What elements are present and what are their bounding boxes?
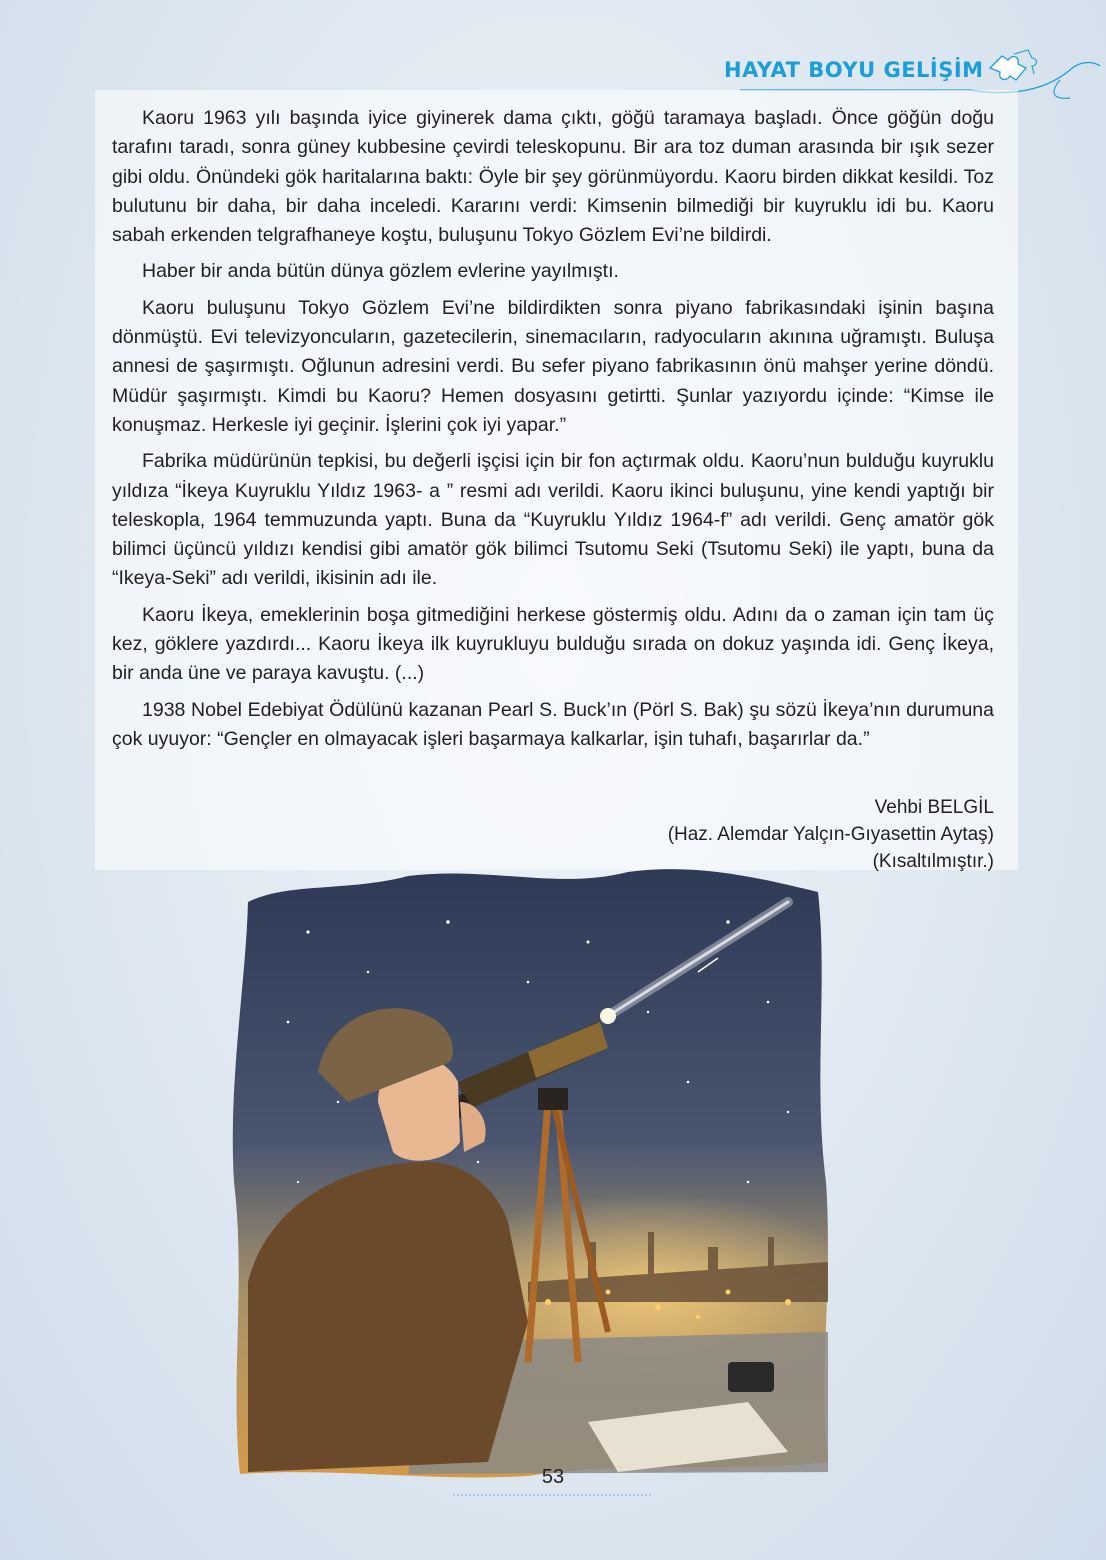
paragraph: Kaoru buluşunu Tokyo Gözlem Evi’ne bildirdikten sonra piyano fabrikasındaki işinin başına dönmüştü. Evi televizyoncuların, gazetecilerin, sinemacıların, radyocuların akınına uğramıştı. Buluşa annesi de şaşırmıştı. Oğlunun adresini verdi. Bu sefer piyano fabrikasının önü mahşer yerine döndü. Müdür şaşırmıştı. Kimdi bu Kaoru? Hemen dosyasını getirtti. Şunlar yazıyordu içinde: “Kimse ile konuşmaz. Herkesle iyi geçinir. İşlerini çok iyi yapar.”: [112, 296, 994, 436]
paragraph: Fabrika müdürünün tepkisi, bu değerli işçisi için bir fon açtırmak oldu. Kaoru’nun bulduğu kuyruklu yıldıza “İkeya Kuyruklu Yıldız 1963- a ” resmi adı verildi. Kaoru ikinci buluşunu, yine kendi yaptığı bir teleskopla, 1964 temmuzunda yaptı. Buna da “Kuyruklu Yıldız 1964-f” adı verildi. Genç amatör gök bilimci üçüncü yıldızı kendisi gibi amatör gök bilimci Tsutomu Seki (Tsutomu Seki) ile yaptı, buna da “Ikeya-Seki” adı verildi, ikisinin adı ile.: [112, 450, 994, 590]
author-name: Vehbi BELGİL: [874, 797, 994, 818]
puzzle-piece-icon: [984, 46, 1040, 86]
article-body: [112, 104, 994, 761]
telescope-illustration: [228, 862, 833, 1482]
paragraph: Kaoru 1963 yılı başında iyice giyinerek dama çıktı, göğü taramaya başladı. Önce göğün doğu tarafını taradı, sonra güney kubbesine çevirdi teleskopunu. Bir ara toz duman arasında bir ışık sezer gibi oldu. Önündeki gök haritalarına baktı: Öyle bir şey görünmüyordu. Kaoru birden dikkat kesildi. Toz bulutunu bir daha, bir daha inceledi. Kararını verdi: Kimsenin bilmediği bir kuyruklu idi bu. Kaoru sabah erkenden telgrafhaneye koştu, buluşunu Tokyo Gözlem Evi’ne bildirdi.: [112, 107, 994, 247]
page-number: 53: [541, 1466, 565, 1488]
paragraph: 1938 Nobel Edebiyat Ödülünü kazanan Pearl S. Buck’ın (Pörl S. Bak) şu sözü İkeya’nın durumuna çok uyuyor: “Gençler en olmayacak işleri başarmaya kalkarlar, işin tuhafı, başarırlar da.”: [112, 698, 994, 750]
page-number-underline: [453, 1493, 653, 1497]
paragraph: Haber bir anda bütün dünya gözlem evlerine yayılmıştı.: [142, 260, 619, 283]
section-title: HAYAT BOYU GELİŞİM: [724, 58, 984, 82]
abridged-note: (Kısaltılmıştır.): [872, 851, 994, 872]
notebook: [728, 1362, 774, 1392]
compilers-line: (Haz. Alemdar Yalçın-Gıyasettin Aytaş): [667, 824, 994, 845]
paragraph: Kaoru İkeya, emeklerinin boşa gitmediğini herkese göstermiş oldu. Adını da o zaman için tam üç kez, göklere yazdırdı... Kaoru İkeya ilk kuyrukluyu bulduğu sırada on dokuz yaşında idi. Genç İkeya, bir anda üne ve paraya kavuştu. (...): [112, 603, 994, 685]
